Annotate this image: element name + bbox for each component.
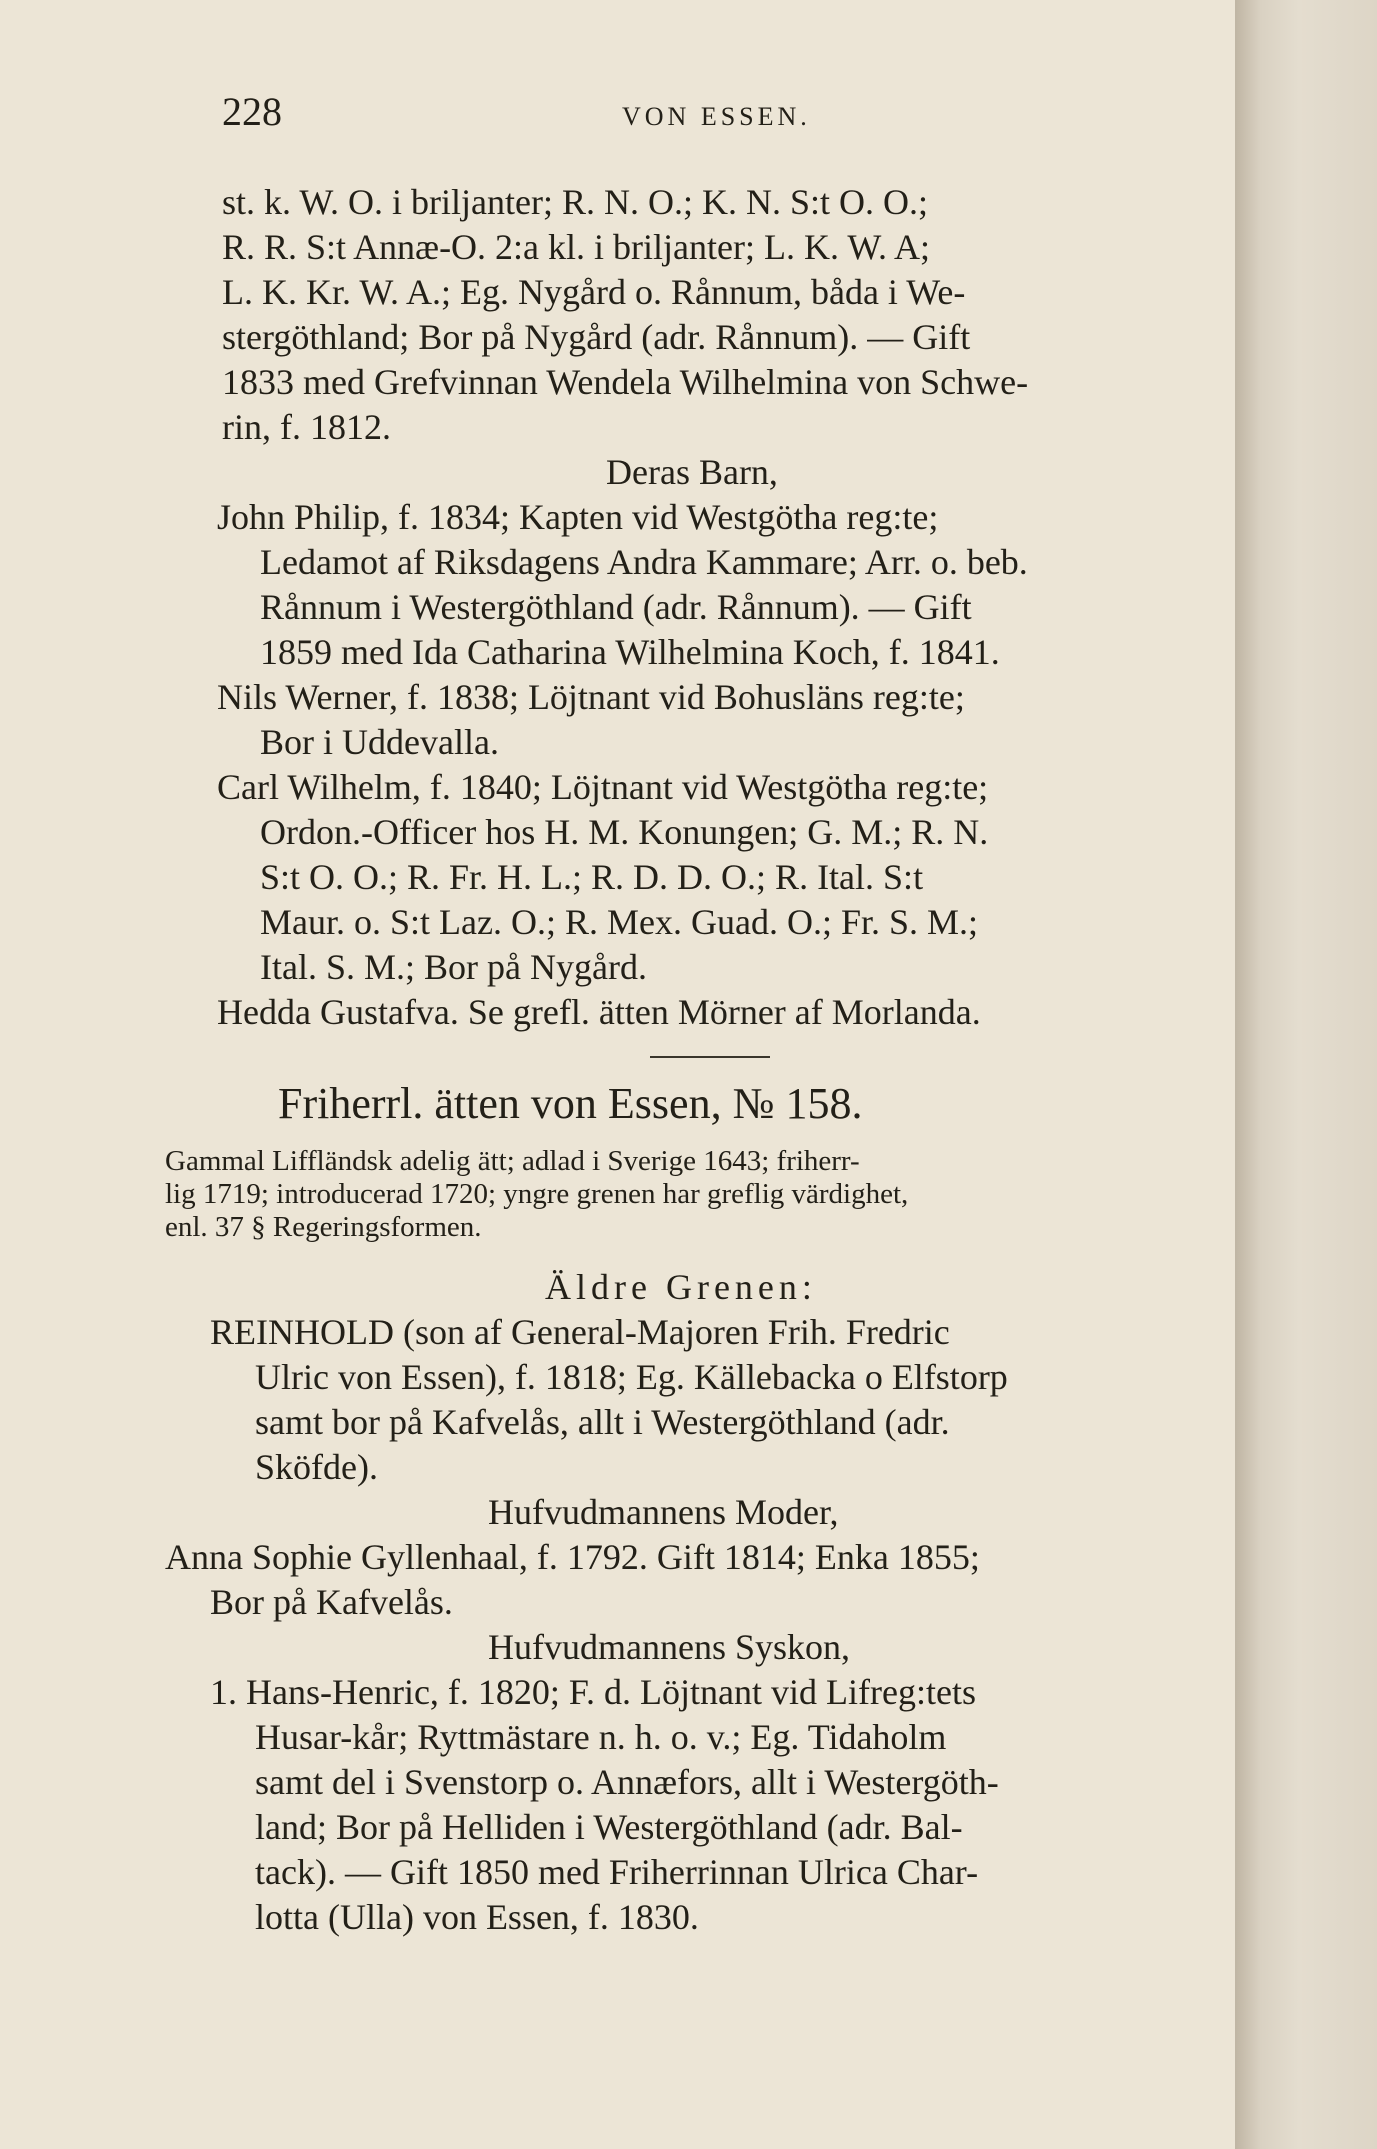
text-line: lotta (Ulla) von Essen, f. 1830. (255, 1897, 699, 1937)
text-line: Sköfde). (255, 1447, 378, 1487)
entry-john-philip: John Philip, f. 1834; Kapten vid Westgötha reg:te; (217, 497, 939, 537)
family-note: Gammal Liffländsk adelig ätt; adlad i Sverige 1643; friherr- (165, 1145, 860, 1177)
text-line: stergöthland; Bor på Nygård (adr. Rånnum). — Gift (222, 317, 971, 357)
text-line: Ledamot af Riksdagens Andra Kammare; Arr. o. beb. (260, 542, 1028, 582)
text-line: samt bor på Kafvelås, allt i Westergöthland (adr. (255, 1402, 950, 1442)
section-heading: Hufvudmannens Moder, (488, 1492, 839, 1532)
text-line: tack). — Gift 1850 med Friherrinnan Ulrica Char- (255, 1852, 979, 1892)
text-line: S:t O. O.; R. Fr. H. L.; R. D. D. O.; R. Ital. S:t (260, 857, 924, 897)
family-note: lig 1719; introducerad 1720; yngre grenen har greflig värdighet, (165, 1178, 909, 1210)
text-line: L. K. Kr. W. A.; Eg. Nygård o. Rånnum, båda i We- (222, 272, 966, 312)
running-title: VON ESSEN. (622, 102, 811, 131)
section-heading: Deras Barn, (606, 452, 778, 492)
entry-hans-henric: 1. Hans-Henric, f. 1820; F. d. Löjtnant vid Lifreg:tets (210, 1672, 976, 1712)
text-line: Ital. S. M.; Bor på Nygård. (260, 947, 647, 987)
text-line: Rånnum i Westergöthland (adr. Rånnum). — Gift (260, 587, 972, 627)
entry-nils-werner: Nils Werner, f. 1838; Löjtnant vid Bohusläns reg:te; (217, 677, 965, 717)
text-line: Ordon.-Officer hos H. M. Konungen; G. M.; R. N. (260, 812, 989, 852)
text-line: 1859 med Ida Catharina Wilhelmina Koch, f. 1841. (260, 632, 1000, 672)
text-line: Husar-kår; Ryttmästare n. h. o. v.; Eg. Tidaholm (255, 1717, 947, 1757)
text-line: samt del i Svenstorp o. Annæfors, allt i Westergöth- (255, 1762, 999, 1802)
page-header (222, 88, 1222, 138)
section-divider (650, 1056, 770, 1058)
page-number: 228 (222, 89, 282, 134)
text-line: Bor på Kafvelås. (210, 1582, 453, 1622)
text-line: R. R. S:t Annæ-O. 2:a kl. i briljanter; L. K. W. A; (222, 227, 931, 267)
text-line: Ulric von Essen), f. 1818; Eg. Källebacka o Elfstorp (255, 1357, 1008, 1397)
section-heading: Hufvudmannens Syskon, (488, 1627, 850, 1667)
book-gutter (1235, 0, 1377, 2149)
family-note: enl. 37 § Regeringsformen. (165, 1211, 482, 1243)
text-line: 1833 med Grefvinnan Wendela Wilhelmina von Schwe- (222, 362, 1029, 402)
entry-hedda-gustafva: Hedda Gustafva. Se grefl. ätten Mörner af Morlanda. (217, 992, 981, 1032)
text-line: land; Bor på Helliden i Westergöthland (adr. Bal- (255, 1807, 963, 1847)
branch-heading: Äldre Grenen: (545, 1267, 817, 1307)
entry-carl-wilhelm: Carl Wilhelm, f. 1840; Löjtnant vid Westgötha reg:te; (217, 767, 989, 807)
entry-reinhold: REINHOLD (son af General-Majoren Frih. Fredric (210, 1312, 950, 1352)
entry-anna-sophie: Anna Sophie Gyllenhaal, f. 1792. Gift 1814; Enka 1855; (165, 1537, 980, 1577)
text-line: Bor i Uddevalla. (260, 722, 499, 762)
text-line: st. k. W. O. i briljanter; R. N. O.; K. N. S:t O. O.; (222, 182, 929, 222)
text-line: Maur. o. S:t Laz. O.; R. Mex. Guad. O.; Fr. S. M.; (260, 902, 978, 942)
text-line: rin, f. 1812. (222, 407, 391, 447)
family-heading: Friherrl. ätten von Essen, № 158. (278, 1079, 863, 1128)
